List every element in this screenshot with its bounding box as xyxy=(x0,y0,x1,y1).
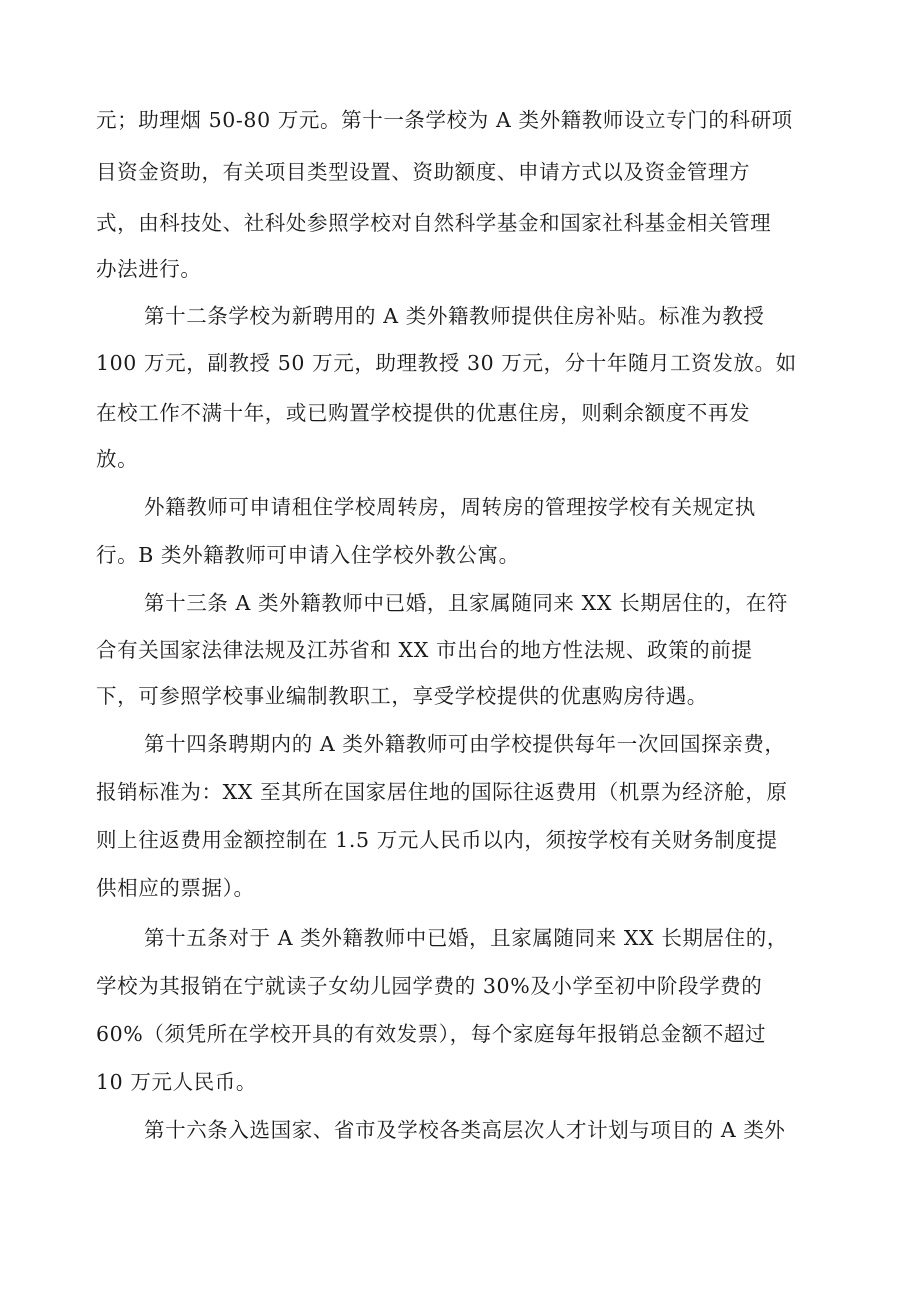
text-line: 学校为其报销在宁就读子女幼儿园学费的 30%及小学至初中阶段学费的 xyxy=(96,974,763,998)
text-line: 办法进行。 xyxy=(96,257,202,281)
paragraph-first-line: 外籍教师可申请租住学校周转房，周转房的管理按学校有关规定执 xyxy=(144,495,756,519)
text-line: 60%（须凭所在学校开具的有效发票），每个家庭每年报销总金额不超过 xyxy=(96,1022,767,1046)
paragraph-first-line: 第十三条 A 类外籍教师中已婚，且家属随同来 XX 长期居住的，在符 xyxy=(144,591,788,615)
text-line: 报销标准为：XX 至其所在国家居住地的国际往返费用（机票为经济舱，原 xyxy=(96,780,788,804)
text-line: 供相应的票据）。 xyxy=(96,876,255,900)
paragraph-first-line: 第十四条聘期内的 A 类外籍教师可由学校提供每年一次回国探亲费， xyxy=(144,732,786,756)
text-line: 元；助理烟 50-80 万元。第十一条学校为 A 类外籍教师设立专门的科研项 xyxy=(96,108,793,132)
text-line: 合有关国家法律法规及江苏省和 XX 市出台的地方性法规、政策的前提 xyxy=(96,638,753,662)
paragraph-first-line: 第十五条对于 A 类外籍教师中已婚，且家属随同来 XX 长期居住的， xyxy=(144,926,788,950)
paragraph-first-line: 第十六条入选国家、省市及学校各类高层次人才计划与项目的 A 类外 xyxy=(144,1118,786,1142)
text-line: 放。 xyxy=(96,447,139,471)
text-line: 目资金资助，有关项目类型设置、资助额度、申请方式以及资金管理方 xyxy=(96,160,751,184)
text-line: 10 万元人民币。 xyxy=(96,1070,258,1094)
text-line: 下，可参照学校事业编制教职工，享受学校提供的优惠购房待遇。 xyxy=(96,684,708,708)
paragraph-first-line: 第十二条学校为新聘用的 A 类外籍教师提供住房补贴。标准为教授 xyxy=(144,304,765,328)
text-line: 100 万元，副教授 50 万元，助理教授 30 万元，分十年随月工资发放。如 xyxy=(96,351,797,375)
text-line: 行。B 类外籍教师可申请入住学校外教公寓。 xyxy=(96,543,520,567)
text-line: 则上往返费用金额控制在 1.5 万元人民币以内，须按学校有关财务制度提 xyxy=(96,828,778,852)
text-line: 式，由科技处、社科处参照学校对自然科学基金和国家社科基金相关管理 xyxy=(96,211,772,235)
text-line: 在校工作不满十年，或已购置学校提供的优惠住房，则剩余额度不再发 xyxy=(96,401,751,425)
